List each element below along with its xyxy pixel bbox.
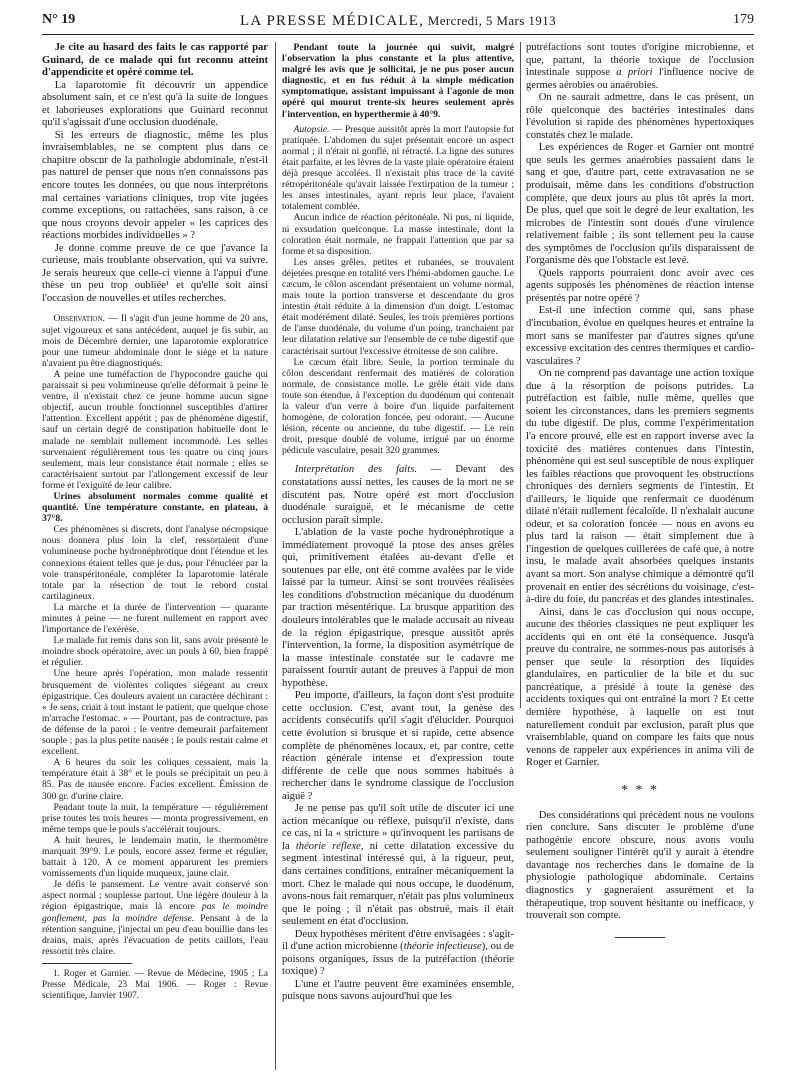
paragraph: Si les erreurs de diagnostic, même les plus invraisemblables, ne se comptent plus dans ce chapitre obscur de la pathologie abdominale, n'est-il pas naturel de penser que nous n'en connaissons pas encore toutes les données, ou que nous interprétons mal certaines variations cliniques, trop vite jugées comme exceptions, ou rattachées, sans raison, à ce que nous croyons devoir appeler « les caprices des réactions morbides individuelles » ? <box>42 129 268 242</box>
paragraph: L'une et l'autre peuvent être examinées ensemble, puisque nous savons aujourd'hui que les <box>282 978 514 1003</box>
autopsy-paragraph: Autopsie. — Presque aussitôt après la mort l'autopsie fut pratiquée. L'abdomen du sujet présentait encore un aspect normal ; il n'était ni gonflé, ni rétracté. La ligne des sutures était parfaite, et les lèvres de la vaste plaie opératoire étaient déjà presque accolées. Il n'existait plus trace de la cavité rétropéritonéale qu'avait laissée l'extirpation de la tumeur ; les anses intestinales, ayant repris leur place, l'avaient totalement comblée. <box>282 123 514 213</box>
running-head <box>42 13 754 30</box>
observation-paragraph: Observation. — Il s'agit d'un jeune homme de 20 ans, sujet vigoureux et sans antécédent, auquel je fis subir, au mois de Décembre dernier, une laparotomie exploratrice pour une tumeur abdominale dont le siège et la nature n'avaient pu être diagnostiqués. <box>42 313 268 369</box>
paragraph: Aucun indice de réaction péritonéale. Ni pus, ni liquide, ni exsudation quelconque. La masse intestinale, dont la coloration était normale, ne frappait l'attention que par sa forme et sa disposition. <box>282 212 514 257</box>
end-rule <box>615 937 665 938</box>
paragraph: La marche et la durée de l'intervention — quarante minutes à peine — ne furent nullement en rapport avec l'importance de l'exérèse. <box>42 601 268 636</box>
paragraph: Pendant toute la nuit, la température — régulièrement prise toutes les trois heures — monta progressivement, en même temps que le pouls s'accélérait toujours. <box>42 801 268 835</box>
paragraph: On ne saurait admettre, dans le cas présent, un rôle quelconque des bactéries intestinales dans l'évolution si rapide des phénomènes hypertoxiques constatés chez le malade. <box>526 92 754 141</box>
paragraph: Des considérations qui précèdent nous ne voulons rien conclure. Sans discuter le problème d'une pathogénie encore obscure, nous avons voulu seulement souligner l'intérêt qu'il y aurait à étendre davantage nos recherches dans le domaine de la physiologie pathologique abdominale. Certains diagnostics y gagneraient assurément et la thérapeutique, trop souvent hésitante ou inefficace, y trouverait son compte. <box>526 809 754 922</box>
paragraph: Ces phénomènes si discrets, dont l'analyse nécropsique nous donnera plus loin la clef, ressortaient d'une volumineuse poche hydronéphrotique dont l'étendue et les connexions étaient telles que je dus, pour l'énucléer par la voie transpéritonéale, compléter la laparotomie latérale totale par la résection de tout le rebord costal cartilagineux. <box>42 524 268 602</box>
autopsy-label: Autopsie. <box>293 123 330 135</box>
footnote: 1. Roger et Garnier. — Revue de Médecine, 1905 ; La Presse Médicale, 23 Mai 1906. — Roger : Revue scientifique, Janvier 1907. <box>42 967 268 1000</box>
paragraph: Je cite au hasard des faits le cas rapporté par Guinard, de ce malade qui fut reconnu atteint d'appendicite et opéré comme tel. <box>42 42 268 79</box>
paragraph: Je donne comme preuve de ce que j'avance la curieuse, mais troublante observation, qui va suivre. Je serais heureux que celle-ci vienne à l'appui d'une thèse un peu trop oubliée¹ et qu'elle soit ainsi l'occasion de nouvelles et utiles recherches. <box>42 242 268 304</box>
paragraph: Deux hypothèses méritent d'être envisagées : s'agit-il d'une action microbienne (théorie infectieuse), ou de poisons organiques, issus de la putréfaction (théorie toxique) ? <box>282 928 514 978</box>
column-2 <box>282 42 514 1074</box>
column-divider-1 <box>275 42 276 1070</box>
paragraph: Est-il une infection comme qui, sans phase d'incubation, évolue en quelques heures et entraîne la mort sans se manifester par d'autres signes qu'une excessive excitation des centres thermiques et cardio-vasculaires ? <box>526 305 754 367</box>
interpretation-label: Interprétation des faits. <box>294 464 417 476</box>
paragraph: Je ne pense pas qu'il soit utile de discuter ici une action mécanique ou réflexe, puisqu'il n'existe, dans ce cas, ni la « stricture » qu'invoquent les partisans de la théorie réflexe, ni cette dilatation excessive du segment intestinal intéressé qui, à la rigueur, peut, dans certaines conditions, entraîner mécaniquement la mort. Chez le malade qui nous occupe, le duodénum, avons-nous fait remarquer, n'était pas plus volumineux que le poing ; il n'était pas obstrué, mais il était seulement en état d'occlusion. <box>282 803 514 928</box>
paragraph: Les expériences de Roger et Garnier ont montré que seuls les germes anaérobies passaient dans le sang et que, d'autre part, cette extravasation ne se produisait, même dans les conditions d'obstruction complète, que deux jours au plus tôt après la mort. De plus, quel que soit le degré de leur exaltation, les microbes de l'intestin sont doués d'une virulence relativement faible ; ils sont tellement peu la cause des symptômes de l'occlusion qu'ils disparaissent de l'organisme dès que l'obstacle est levé. <box>526 142 754 267</box>
column-3 <box>526 42 754 1074</box>
paragraph: Ainsi, dans le cas d'occlusion qui nous occupe, aucune des théories classiques ne peut expliquer les accidents qui en ont été la conséquence. Jusqu'à preuve du contraire, ne sommes-nous pas autorisés à penser que seule la résorption des liquides glandulaires, en particulier de la bile et du suc pancréatique, a présidé à toute la genèse des accidents toxiques qui ont entraîné la mort ? Et cette dernière hypothèse, à laquelle on est tout naturellement conduit par exclusion, paraît plus que vraisemblable, quand on compare les faits que nous venons de rappeler aux expériences in anima vili de Roger et Garnier. <box>526 606 754 769</box>
paragraph: Le malade fut remis dans son lit, sans avoir présenté le moindre shock opératoire, avec un pouls à 60, bien frappé et régulier. <box>42 635 268 669</box>
column-divider-2 <box>520 42 521 708</box>
column-1 <box>42 42 268 1074</box>
paragraph: A 6 heures du soir les coliques cessaient, mais la température était à 38° et le pouls se précipitait un peu à 85. Pas de nausée encore. Facies excellent. Émission de 300 gr. d'urine claire. <box>42 757 268 802</box>
page-number: 179 <box>733 12 754 27</box>
paragraph: Une heure après l'opération, mon malade ressentit brusquement de violentes coliques siégeant au creux épigastrique. Ces douleurs avaient un caractère déchirant : « Je sens, criait à tout instant le patient, que quelque chose m'arrache l'estomac. » — Pourtant, pas de contracture, pas de défense de la paroi ; le ventre demeurait parfaitement souple ; pas la plus petite nausée ; le pouls restait calme et excellent. <box>42 668 268 758</box>
paragraph: putréfactions sont toutes d'origine microbienne, et que, partant, la théorie toxique de l'occlusion intestinale suppose a priori l'influence nocive de germes aérobies ou anaérobies. <box>526 42 754 91</box>
paragraph: Urines absolument normales comme qualité et quantité. Une température constante, en plateau, à 37°8. <box>42 490 268 525</box>
paragraph: Pendant toute la journée qui suivit, malgré l'observation la plus constante et la plus attentive, malgré les avis que je sollicitai, je ne pus poser aucun diagnostic, et en fus réduit à la simple médication symptomatique, assistant impuissant à l'agonie de mon opéré qui mourut trente-six heures seulement après l'intervention, en hyperthermie à 40°9. <box>282 42 514 120</box>
issue-date: Mercredi, 5 Mars 1913 <box>427 13 556 28</box>
paragraph: Peu importe, d'ailleurs, la façon dont s'est produite cette occlusion. C'est, avant tout, la genèse des accidents consécutifs qu'il s'agit d'élucider. Pourquoi cette évolution si brusque et si rapide, cette absence complète de phénomènes locaux, et, par contre, cette réaction générale intense et d'expression toute différente de celle que nous sommes habitués à rechercher dans le syndrome classique de l'occlusion aiguë ? <box>282 690 514 802</box>
interpretation-paragraph: Interprétation des faits. — Devant des constatations aussi nettes, les causes de la mort ne se discutent pas. Notre opéré est mort d'occlusion duodénale suraiguë, et le mécanisme de cette occlusion paraît simple. <box>282 464 514 526</box>
section-separator-stars: * * * <box>621 782 659 798</box>
journal-title: LA PRESSE MÉDICALE, <box>240 13 425 29</box>
paragraph: L'ablation de la vaste poche hydronéphrotique a immédiatement provoqué la ptose des anses grêles qui, primitivement étalées au-devant d'elle et soutenues par elle, ont été comme avalées par le vide laissé par la tumeur. Ainsi se sont trouvées réalisées les conditions d'obstruction mécanique du duodénum par traction mésentérique. La brusque apparition des douleurs intolérables que le malade accusait au niveau de la région épigastrique, presque aussitôt après l'intervention, la forme, la disposition asymétrique de la masse intestinale constatée sur le cadavre me paraissent fournir autant de preuves à l'appui de mon hypothèse. <box>282 527 514 689</box>
page-header <box>42 12 754 35</box>
paragraph: Quels rapports pourraient donc avoir avec ces agents supposés les phénomènes de réaction intense présentés par notre opéré ? <box>526 267 754 304</box>
paragraph: La laparotomie fit découvrir un appendice absolument sain, et ce n'est qu'à la suite de longues et laborieuses explorations que Guinard reconnut qu'il s'agissait d'une occlusion duodénale. <box>42 79 268 129</box>
paragraph: A peine une tuméfaction de l'hypocondre gauche qui paraissait si peu volumineuse qu'elle déformait à peine le ventre, il n'existait chez ce jeune homme aucun signe objectif, aucun trouble fonctionnel susceptibles d'attirer l'attention. Excellent appétit ; pas de phénomène digestif, sauf un certain degré de constipation habituelle dont le malade ne semblait nullement incommodé. Les selles survenaient régulièrement tous les quatre ou cinq jours seulement, mais leur consistance était normale ; elles se caractérisaient surtout par l'allongement excessif de leur forme et l'exiguïté de leur calibre. <box>42 368 268 491</box>
issue-number: N° 19 <box>42 12 76 27</box>
paragraph: Les anses grêles, petites et rubanées, se trouvaient déjetées presque en totalité vers l'hémi-abdomen gauche. Le cæcum, le côlon ascendant présentaient un volume normal, mais toute la portion transverse et descendante du gros intestin était réduite à la dimension d'un doigt. L'estomac était modérément dilaté. Seules, les trois premières portions de l'anse duodénale, du volume d'un poing, tranchaient par leur dilatation relative sur l'ensemble de ce tube digestif que caractérisait surtout l'excessive étroitesse de son calibre. <box>282 256 514 357</box>
paragraph: A huit heures, le lendemain matin, le thermomètre marquait 39°9. Le pouls, encore assez ferme et régulier, battait à 120. A ce moment apparurent les premiers vomissements d'un liquide muqueux, jaune clair. <box>42 834 268 880</box>
paragraph: Le cæcum était libre. Seule, la portion terminale du côlon descendant renfermait des matières de coloration normale, de consistance molle. Le grêle était vide dans toute son étendue, à l'exception du duodénum qui contenait la valeur d'un verre à boire d'un liquide parfaitement homogène, de coloration foncée, peu odorant. — Aucune lésion, récente ou ancienne, du tube digestif. — Le rein droit, presque doublé de volume, irrigué par un énorme pédicule vasculaire, pesait 320 grammes. <box>282 356 514 457</box>
observation-label: Observation. <box>53 313 105 325</box>
paragraph: Je défis le pansement. Le ventre avait conservé son aspect normal ; souplesse partout. Une légère douleur à la région épigastrique, mais là encore pas le moindre gonflement, pas la moindre défense. Pensant à de la rétention sanguine, j'injectai un peu d'eau bouillie dans les drains, mais, après l'évacuation de petits caillots, l'eau ressortit très claire. <box>42 879 268 957</box>
paragraph: On ne comprend pas davantage une action toxique due à la résorption de poisons putrides. La putréfaction est faible, nulle même, quelles que soient les circonstances, dans les premiers segments du tube digestif. De plus, comme l'expérimentation l'a encore prouvé, elle est en rapport inverse avec la toxicité des matières contenues dans l'intestin, phénomène qui est seul susceptible de nous expliquer les faibles réactions que provoquent les obstructions chroniques des derniers segments de l'intestin. Et d'ailleurs, le liquide que renfermait ce duodénum dilaté n'était nullement fécaloïde. Il n'exhalait aucune odeur, et sa coloration foncée — nous en avons eu plus tard la raison — était simplement due à l'ingestion de quelques cuillerées de café que, à notre insu, le malade avait absorbées quelques instants avant sa mort. Son analyse chimique a démontré qu'il provenait en entier des sécrétions du voisinage, c'est-à-dire du foie, du pancréas et des glandes intestinales. <box>526 368 754 606</box>
footnote-rule <box>42 963 132 964</box>
